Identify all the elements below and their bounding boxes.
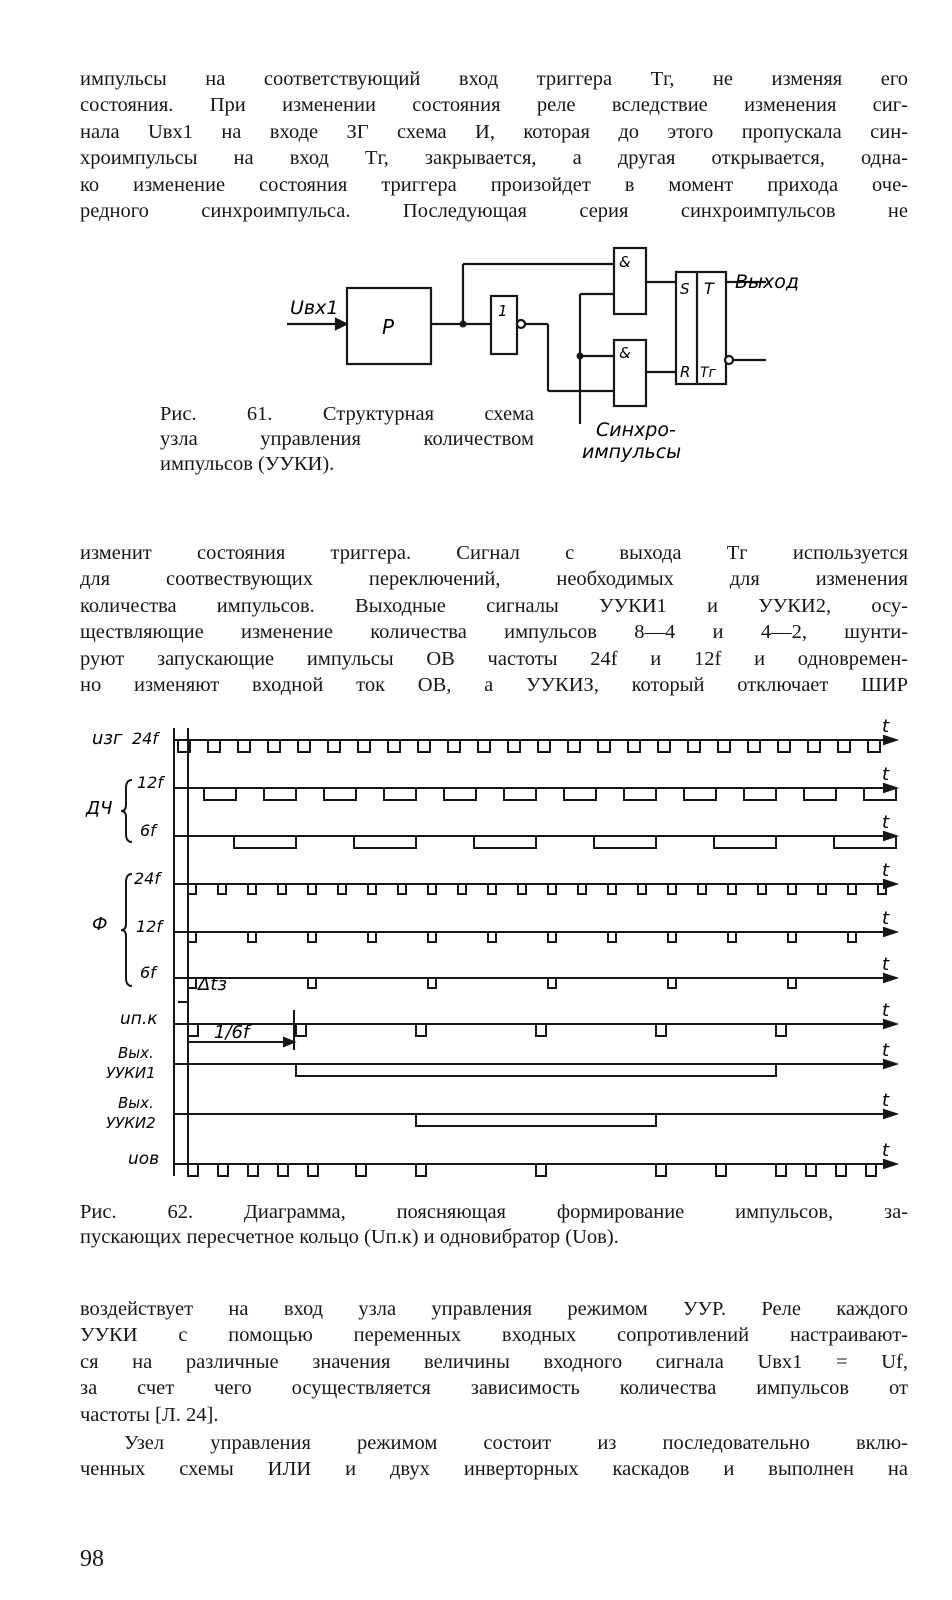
output-label: Выход	[735, 271, 800, 293]
s-input-label: S	[680, 280, 690, 298]
phi-6f-pulses	[174, 978, 890, 988]
text-line: для соотвествующих переключений, необходимых для изменения	[80, 568, 908, 591]
label-dch-6f: 6f	[140, 821, 156, 840]
text-line: количества импульсов. Выходные сигналы УУКИ1 и УУКИ2, осу-	[80, 594, 908, 617]
page-number: 98	[80, 1546, 104, 1572]
text-line: руют запускающие импульсы ОВ частоты 24f и 12f и одновремен-	[80, 647, 908, 670]
caption-line: пускающих пересчетное кольцо (Uп.к) и одновибратор (Uов).	[80, 1226, 619, 1248]
dch-12f-wave	[174, 788, 896, 800]
label-uzg-freq: 24f	[132, 729, 158, 748]
text-line: нала Uвх1 на входе ЗГ схема И, которая до этого пропускала син-	[80, 120, 908, 143]
text-line: ществляющие изменение количества импульсов 8—4 и 4—2, шунти-	[80, 621, 908, 644]
text-line: частоты [Л. 24].	[80, 1403, 219, 1426]
text-line: хроимпульсы на вход Тг, закрывается, а другая открывается, одна-	[80, 147, 908, 170]
upk-pulses	[174, 1024, 890, 1036]
label-dch-12f: 12f	[137, 773, 163, 792]
figure-62-timing-diagram	[0, 710, 952, 1190]
dch-brace	[121, 780, 132, 842]
uuki1-output	[174, 1064, 890, 1076]
caption-line: Рис. 62. Диаграмма, поясняющая формирование импульсов, за-	[80, 1201, 908, 1223]
text-line: за счет чего осуществляется зависимость количества импульсов от	[80, 1377, 908, 1400]
sync-label-2: импульсы	[582, 441, 682, 463]
figure-62-caption	[80, 1200, 908, 1250]
uov-pulses	[174, 1164, 890, 1176]
phi-12f-pulses	[174, 932, 890, 942]
tg-label: Тг	[700, 365, 716, 381]
text-line: УУКИ с помощью переменных входных сопротивлений настраивают-	[80, 1324, 908, 1347]
axis-t-label: t	[882, 954, 890, 975]
axis-t-label: t	[882, 1040, 890, 1061]
paragraph-4	[80, 1430, 908, 1483]
text-line: состояния. При изменении состояния реле вследствие изменения сиг-	[80, 94, 908, 117]
paragraph-1	[80, 66, 908, 224]
input-label: Uвх1	[290, 297, 339, 319]
inverter-label: 1	[498, 302, 508, 320]
phi-brace	[121, 874, 132, 986]
text-line: импульсы на соответствующий вход триггера Тг, не изменяя его	[80, 68, 908, 90]
text-line: но изменяют входной ток ОВ, а УУКИЗ, который отключает ШИР	[80, 674, 908, 697]
label-vyh2-a: Вых.	[118, 1094, 154, 1112]
axis-t-label: t	[882, 764, 890, 785]
label-vyh2-b: УУКИ2	[106, 1114, 156, 1132]
label-phi-12f: 12f	[136, 917, 162, 936]
text-line: изменит состояния триггера. Сигнал с выхода Тг используется	[80, 542, 908, 564]
and-gate-2-label: &	[619, 344, 631, 362]
dch-6f-wave	[174, 836, 896, 848]
label-uzg: uзг	[92, 728, 123, 749]
label-vyh1-a: Вых.	[118, 1044, 154, 1062]
paragraph-2	[80, 540, 908, 698]
axis-t-label: t	[882, 1140, 890, 1161]
label-delta-t: Δtз	[198, 974, 227, 995]
label-dch: ДЧ	[86, 798, 113, 819]
label-upk: uп.к	[120, 1009, 158, 1029]
axis-t-label: t	[882, 860, 890, 881]
text-line: Узел управления режимом состоит из последовательно вклю-	[124, 1432, 908, 1454]
label-phi: Ф	[92, 914, 108, 935]
relay-label: Р	[382, 315, 395, 339]
t-label: T	[704, 279, 714, 298]
text-line: ченных схемы ИЛИ и двух инверторных каскадов и выполнен на	[80, 1458, 908, 1481]
uzg-pulse-train	[174, 740, 890, 752]
text-line: воздействует на вход узла управления режимом УУР. Реле каждого	[80, 1298, 908, 1320]
axis-t-label: t	[882, 716, 890, 737]
and-gate-1-label: &	[619, 253, 631, 271]
figure-61-caption	[160, 402, 534, 477]
caption-line: импульсов (УУКИ).	[160, 453, 335, 475]
text-line: ко изменение состояния триггера произойдет в момент прихода оче-	[80, 173, 908, 196]
period-arrow	[284, 1038, 294, 1046]
label-uov: uов	[128, 1149, 160, 1169]
text-line: ся на различные значения величины входного сигнала Uвх1 = Uf,	[80, 1350, 908, 1373]
label-period: 1/6f	[214, 1022, 250, 1043]
axis-t-label: t	[882, 1000, 890, 1021]
r-input-label: R	[680, 363, 691, 381]
label-phi-24f: 24f	[134, 869, 160, 888]
label-phi-6f: 6f	[140, 963, 156, 982]
uuki2-output	[174, 1114, 890, 1126]
phi-24f-pulses	[174, 884, 890, 894]
label-vyh1-b: УУКИ1	[106, 1064, 156, 1082]
sync-label-1: Синхро-	[596, 419, 676, 441]
axis-t-label: t	[882, 908, 890, 929]
paragraph-3	[80, 1296, 908, 1428]
caption-line: Рис. 61. Структурная схема	[160, 403, 534, 425]
axis-t-label: t	[882, 1090, 890, 1111]
text-line: редного синхроимпульса. Последующая серия синхроимпульсов не	[80, 200, 908, 223]
axis-t-label: t	[882, 812, 890, 833]
caption-line: узла управления количеством	[160, 428, 534, 450]
